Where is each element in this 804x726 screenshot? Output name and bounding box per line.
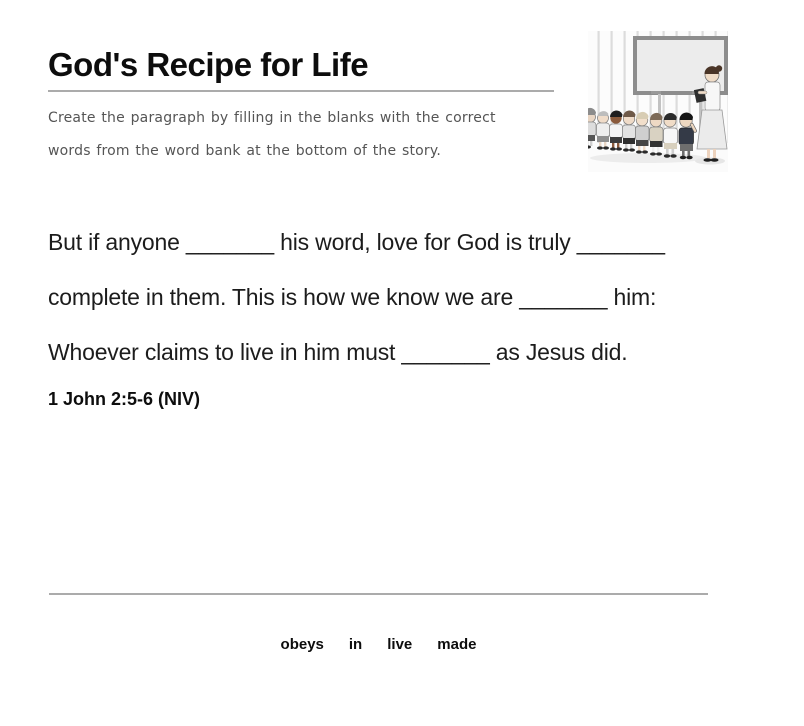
page-title: God's Recipe for Life: [48, 46, 369, 84]
classroom-illustration-svg: [588, 31, 728, 172]
word-bank: [49, 636, 708, 653]
story-line: Whoever claims to live in him must _______ as Jesus did.: [48, 339, 628, 365]
classroom-illustration-image: [588, 31, 728, 172]
fill-in-story: [48, 230, 665, 395]
verse-reference: 1 John 2:5-6 (NIV): [48, 389, 201, 409]
word-bank-word: live: [387, 636, 413, 653]
story-line: But if anyone _______ his word, love for God is truly _______: [48, 229, 665, 255]
word-bank-word: obeys: [280, 636, 324, 653]
story-line: complete in them. This is how we know we are _______ him:: [48, 284, 657, 310]
instructions-line: Create the paragraph by filling in the blanks with the correct: [48, 110, 496, 126]
word-bank-divider: [49, 593, 708, 595]
instructions: [48, 102, 578, 168]
instructions-line: words from the word bank at the bottom of the story.: [48, 143, 442, 159]
word-bank-word: in: [348, 636, 363, 653]
word-bank-word: made: [437, 636, 477, 653]
header-divider: [48, 90, 554, 92]
